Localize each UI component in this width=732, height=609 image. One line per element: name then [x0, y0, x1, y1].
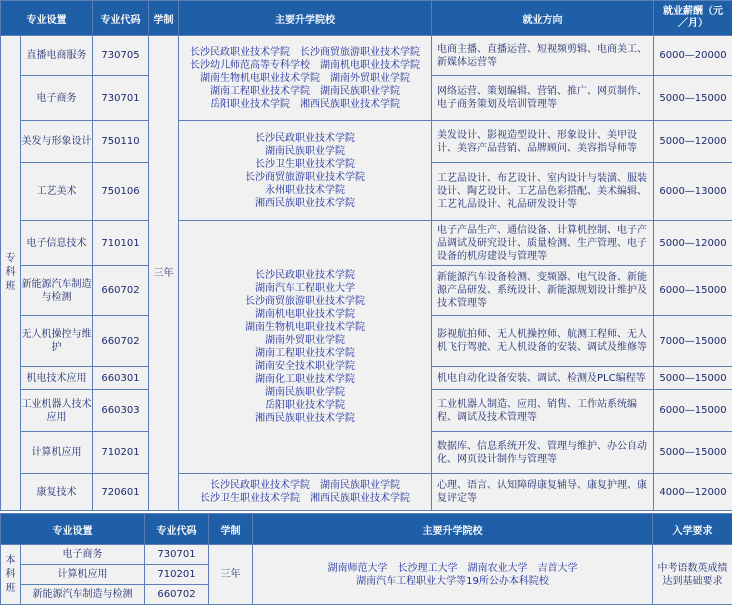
major-name: 电子信息技术: [21, 221, 93, 266]
job-direction: 美发设计、影视造型设计、形象设计、美甲设计、美容产品营销、品牌顾问、美容指导师等: [432, 121, 654, 163]
major-name: 计算机应用: [21, 565, 145, 585]
salary: 5000—15000: [654, 367, 732, 390]
major-code: 710101: [93, 221, 149, 266]
major-code: 750110: [93, 121, 149, 163]
header-jobs: 就业方向: [432, 1, 654, 36]
job-direction: 新能源汽车设备检测、变频器、电气设备、新能源产品研发、系统设计、新能源规划设计维护及技术管理等: [432, 266, 654, 316]
admission-requirement: 中考语数英成绩 达到基础要求: [653, 545, 732, 605]
major-code: 660702: [93, 316, 149, 367]
undergrad-header-row: [1, 514, 732, 545]
salary: 5000—15000: [654, 76, 732, 121]
header-salary: [654, 1, 732, 36]
major-name: 康复技术: [21, 474, 93, 511]
vocational-side-label: 专科班: [1, 36, 21, 511]
schools-group: 长沙民政职业技术学院 湖南汽车工程职业大学 长沙商贸旅游职业技术学院 湖南机电职业技术学院 湖南生物机电职业技术学院 湖南外贸职业学院 湖南工程职业技术学院 湖南安全技术职业学院 湖南化工职业技术学院 湖南民族职业学院 岳阳职业技术学院 湘西民族职业技术学院: [179, 221, 432, 474]
schools-group: 长沙民政职业技术学院 长沙商贸旅游职业技术学院 长沙幼儿师范高等专科学校 湖南机电职业技术学院 湖南生物机电职业技术学院 湖南外贸职业学院 湖南工程职业技术学院 湖南民族职业学院 岳阳职业技术学院 湘西民族职业技术学院: [179, 36, 432, 121]
undergrad-schools: 湖南师范大学 长沙理工大学 湖南农业大学 吉首大学 湖南汽车工程职业大学等19所公办本科院校: [253, 545, 653, 605]
job-direction: 数据库、信息系统开发、管理与维护、办公自动化、网页设计制作与管理等: [432, 432, 654, 474]
duration-cell: 三年: [209, 545, 253, 605]
major-code: 660303: [93, 390, 149, 432]
schools-group: 长沙民政职业技术学院 湖南民族职业学院 长沙卫生职业技术学院 长沙商贸旅游职业技术学院 永州职业技术学院 湘西民族职业技术学院: [179, 121, 432, 221]
major-name: 美发与形象设计: [21, 121, 93, 163]
header-schools: 主要升学院校: [179, 1, 432, 36]
schools-group: 长沙民政职业技术学院 湖南民族职业学院 长沙卫生职业技术学院 湘西民族职业技术学院: [179, 474, 432, 511]
salary: 6000—15000: [654, 390, 732, 432]
salary: 6000—20000: [654, 36, 732, 76]
major-code: 730701: [145, 545, 209, 565]
table-row: [1, 474, 732, 511]
major-code: 730705: [93, 36, 149, 76]
salary: 6000—15000: [654, 266, 732, 316]
major-code: 750106: [93, 163, 149, 221]
header-code: 专业代码: [93, 1, 149, 36]
major-code: 660702: [145, 585, 209, 605]
major-code: 710201: [145, 565, 209, 585]
job-direction: 工艺品设计、布艺设计、室内设计与装潢、服装设计、陶艺设计、工艺品色彩搭配、美术编辑、工艺礼品设计、礼品研发设计等: [432, 163, 654, 221]
header-salary-label: 就业薪酬（元／月）: [663, 6, 723, 29]
major-name: 计算机应用: [21, 432, 93, 474]
major-name: 机电技术应用: [21, 367, 93, 390]
duration-cell: 三年: [149, 36, 179, 511]
job-direction: 网络运营、策划编辑、营销、推广、网页制作、电子商务策划及培训管理等: [432, 76, 654, 121]
header-major: 专业设置: [1, 1, 93, 36]
header-duration: 学制: [209, 514, 253, 545]
salary: 5000—15000: [654, 432, 732, 474]
job-direction: 影视航拍师、无人机操控师、航测工程师、无人机飞行驾驶、无人机设备的安装、调试及维修等: [432, 316, 654, 367]
major-name: 电子商务: [21, 545, 145, 565]
major-code: 710201: [93, 432, 149, 474]
vocational-header-row: [1, 1, 732, 36]
major-code: 720601: [93, 474, 149, 511]
major-name: 无人机操控与维护: [21, 316, 93, 367]
major-name: 新能源汽车制造与检测: [21, 585, 145, 605]
major-name: 直播电商服务: [21, 36, 93, 76]
table-row: [1, 121, 732, 163]
header-duration: 学制: [149, 1, 179, 36]
job-direction: 电子产品生产、通信设备、计算机控制、电子产品调试及研究设计、质量检测、生产管理、电子设备的机房建设与管理等: [432, 221, 654, 266]
job-direction: 心理、语言、认知障碍康复辅导、康复护理、康复评定等: [432, 474, 654, 511]
header-major: 专业设置: [1, 514, 145, 545]
job-direction: 电商主播、直播运营、短视频剪辑、电商美工、新媒体运营等: [432, 36, 654, 76]
major-code: 730701: [93, 76, 149, 121]
major-name: 工艺美术: [21, 163, 93, 221]
table-row: [1, 36, 732, 76]
job-direction: 机电自动化设备安装、调试、检测及PLC编程等: [432, 367, 654, 390]
major-name: 新能源汽车制造与检测: [21, 266, 93, 316]
salary: 6000—13000: [654, 163, 732, 221]
undergrad-table: [0, 513, 732, 605]
table-row: [1, 545, 732, 565]
table-row: [1, 221, 732, 266]
major-code: 660301: [93, 367, 149, 390]
salary: 5000—12000: [654, 221, 732, 266]
major-name: 工业机器人技术应用: [21, 390, 93, 432]
header-requirement: 入学要求: [653, 514, 732, 545]
salary: 4000—12000: [654, 474, 732, 511]
undergrad-side-label: 本科班: [1, 545, 21, 605]
major-name: 电子商务: [21, 76, 93, 121]
header-code: 专业代码: [145, 514, 209, 545]
salary: 7000—15000: [654, 316, 732, 367]
salary: 5000—12000: [654, 121, 732, 163]
job-direction: 工业机器人制造、应用、销售、工作站系统编程、调试及技术管理等: [432, 390, 654, 432]
header-schools: 主要升学院校: [253, 514, 653, 545]
major-code: 660702: [93, 266, 149, 316]
